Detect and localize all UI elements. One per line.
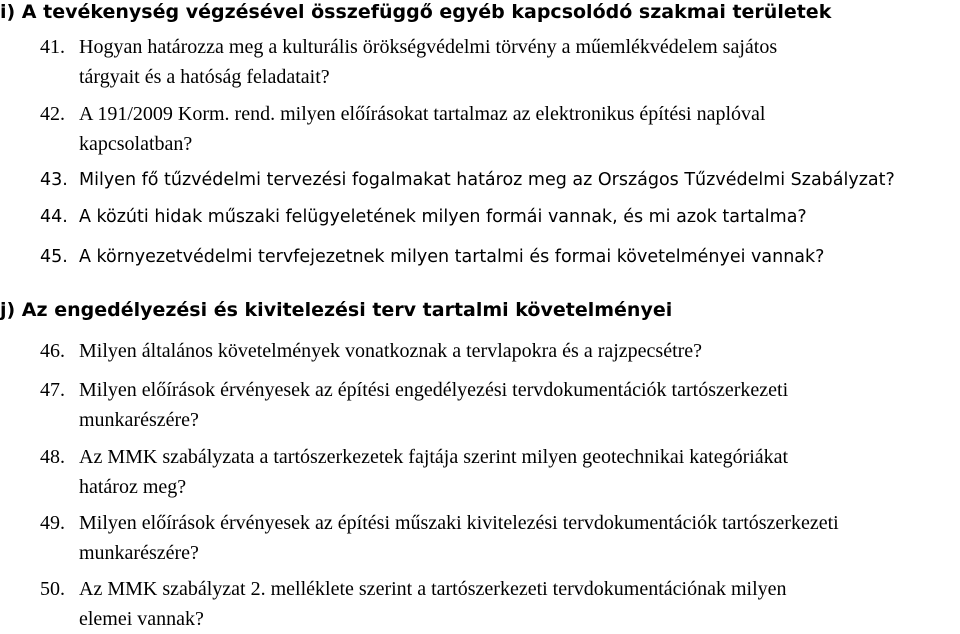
question-text-continued: munkarészére?: [79, 542, 199, 564]
question-47: [40, 375, 788, 435]
question-text: A környezetvédelmi tervfejezetnek milyen tartalmi és formai követelményei vannak?: [79, 247, 825, 267]
question-number: 43.: [40, 170, 68, 190]
question-49: [40, 508, 839, 568]
question-46: [40, 336, 702, 366]
question-number: 45.: [40, 247, 68, 267]
question-number: 49.: [40, 512, 65, 534]
section-j-heading: j) Az engedélyezési és kivitelezési terv tartalmi követelményei: [0, 299, 673, 321]
question-41: [40, 32, 777, 92]
question-number: 41.: [40, 36, 65, 58]
question-text-continued: munkarészére?: [79, 409, 199, 431]
question-42: [40, 99, 765, 159]
question-text: Az MMK szabályzata a tartószerkezetek fajtája szerint milyen geotechnikai kategóriákat: [79, 446, 789, 468]
question-text: Milyen fő tűzvédelmi tervezési fogalmakat határoz meg az Országos Tűzvédelmi Szabályzat?: [79, 170, 895, 190]
question-number: 48.: [40, 446, 65, 468]
question-text-continued: elemei vannak?: [79, 608, 204, 630]
question-text: Az MMK szabályzat 2. melléklete szerint a tartószerkezeti tervdokumentációnak milyen: [79, 578, 787, 600]
question-text-continued: határoz meg?: [79, 476, 187, 498]
question-text-continued: kapcsolatban?: [79, 133, 193, 155]
question-50: [40, 574, 787, 634]
question-text: Milyen előírások érvényesek az építési engedélyezési tervdokumentációk tartószerkezeti: [79, 379, 789, 401]
question-number: 44.: [40, 207, 68, 227]
question-48: [40, 442, 788, 502]
question-text: Hogyan határozza meg a kulturális örökségvédelmi törvény a műemlékvédelem sajátos: [79, 36, 778, 58]
question-text: A közúti hidak műszaki felügyeletének milyen formái vannak, és mi azok tartalma?: [79, 207, 807, 227]
question-44: [40, 202, 807, 232]
question-number: 46.: [40, 340, 65, 362]
question-number: 50.: [40, 578, 65, 600]
question-45: [40, 242, 824, 272]
question-text: Milyen általános követelmények vonatkoznak a tervlapokra és a rajzpecsétre?: [79, 340, 703, 362]
question-text-continued: tárgyait és a hatóság feladatait?: [79, 66, 330, 88]
question-number: 47.: [40, 379, 65, 401]
question-text: Milyen előírások érvényesek az építési műszaki kivitelezési tervdokumentációk tartószerkezeti: [79, 512, 839, 534]
question-number: 42.: [40, 103, 65, 125]
question-text: A 191/2009 Korm. rend. milyen előírásokat tartalmaz az elektronikus építési naplóval: [79, 103, 766, 125]
section-i-heading: i) A tevékenység végzésével összefüggő egyéb kapcsolódó szakmai területek: [0, 1, 832, 23]
question-43: [40, 165, 895, 195]
